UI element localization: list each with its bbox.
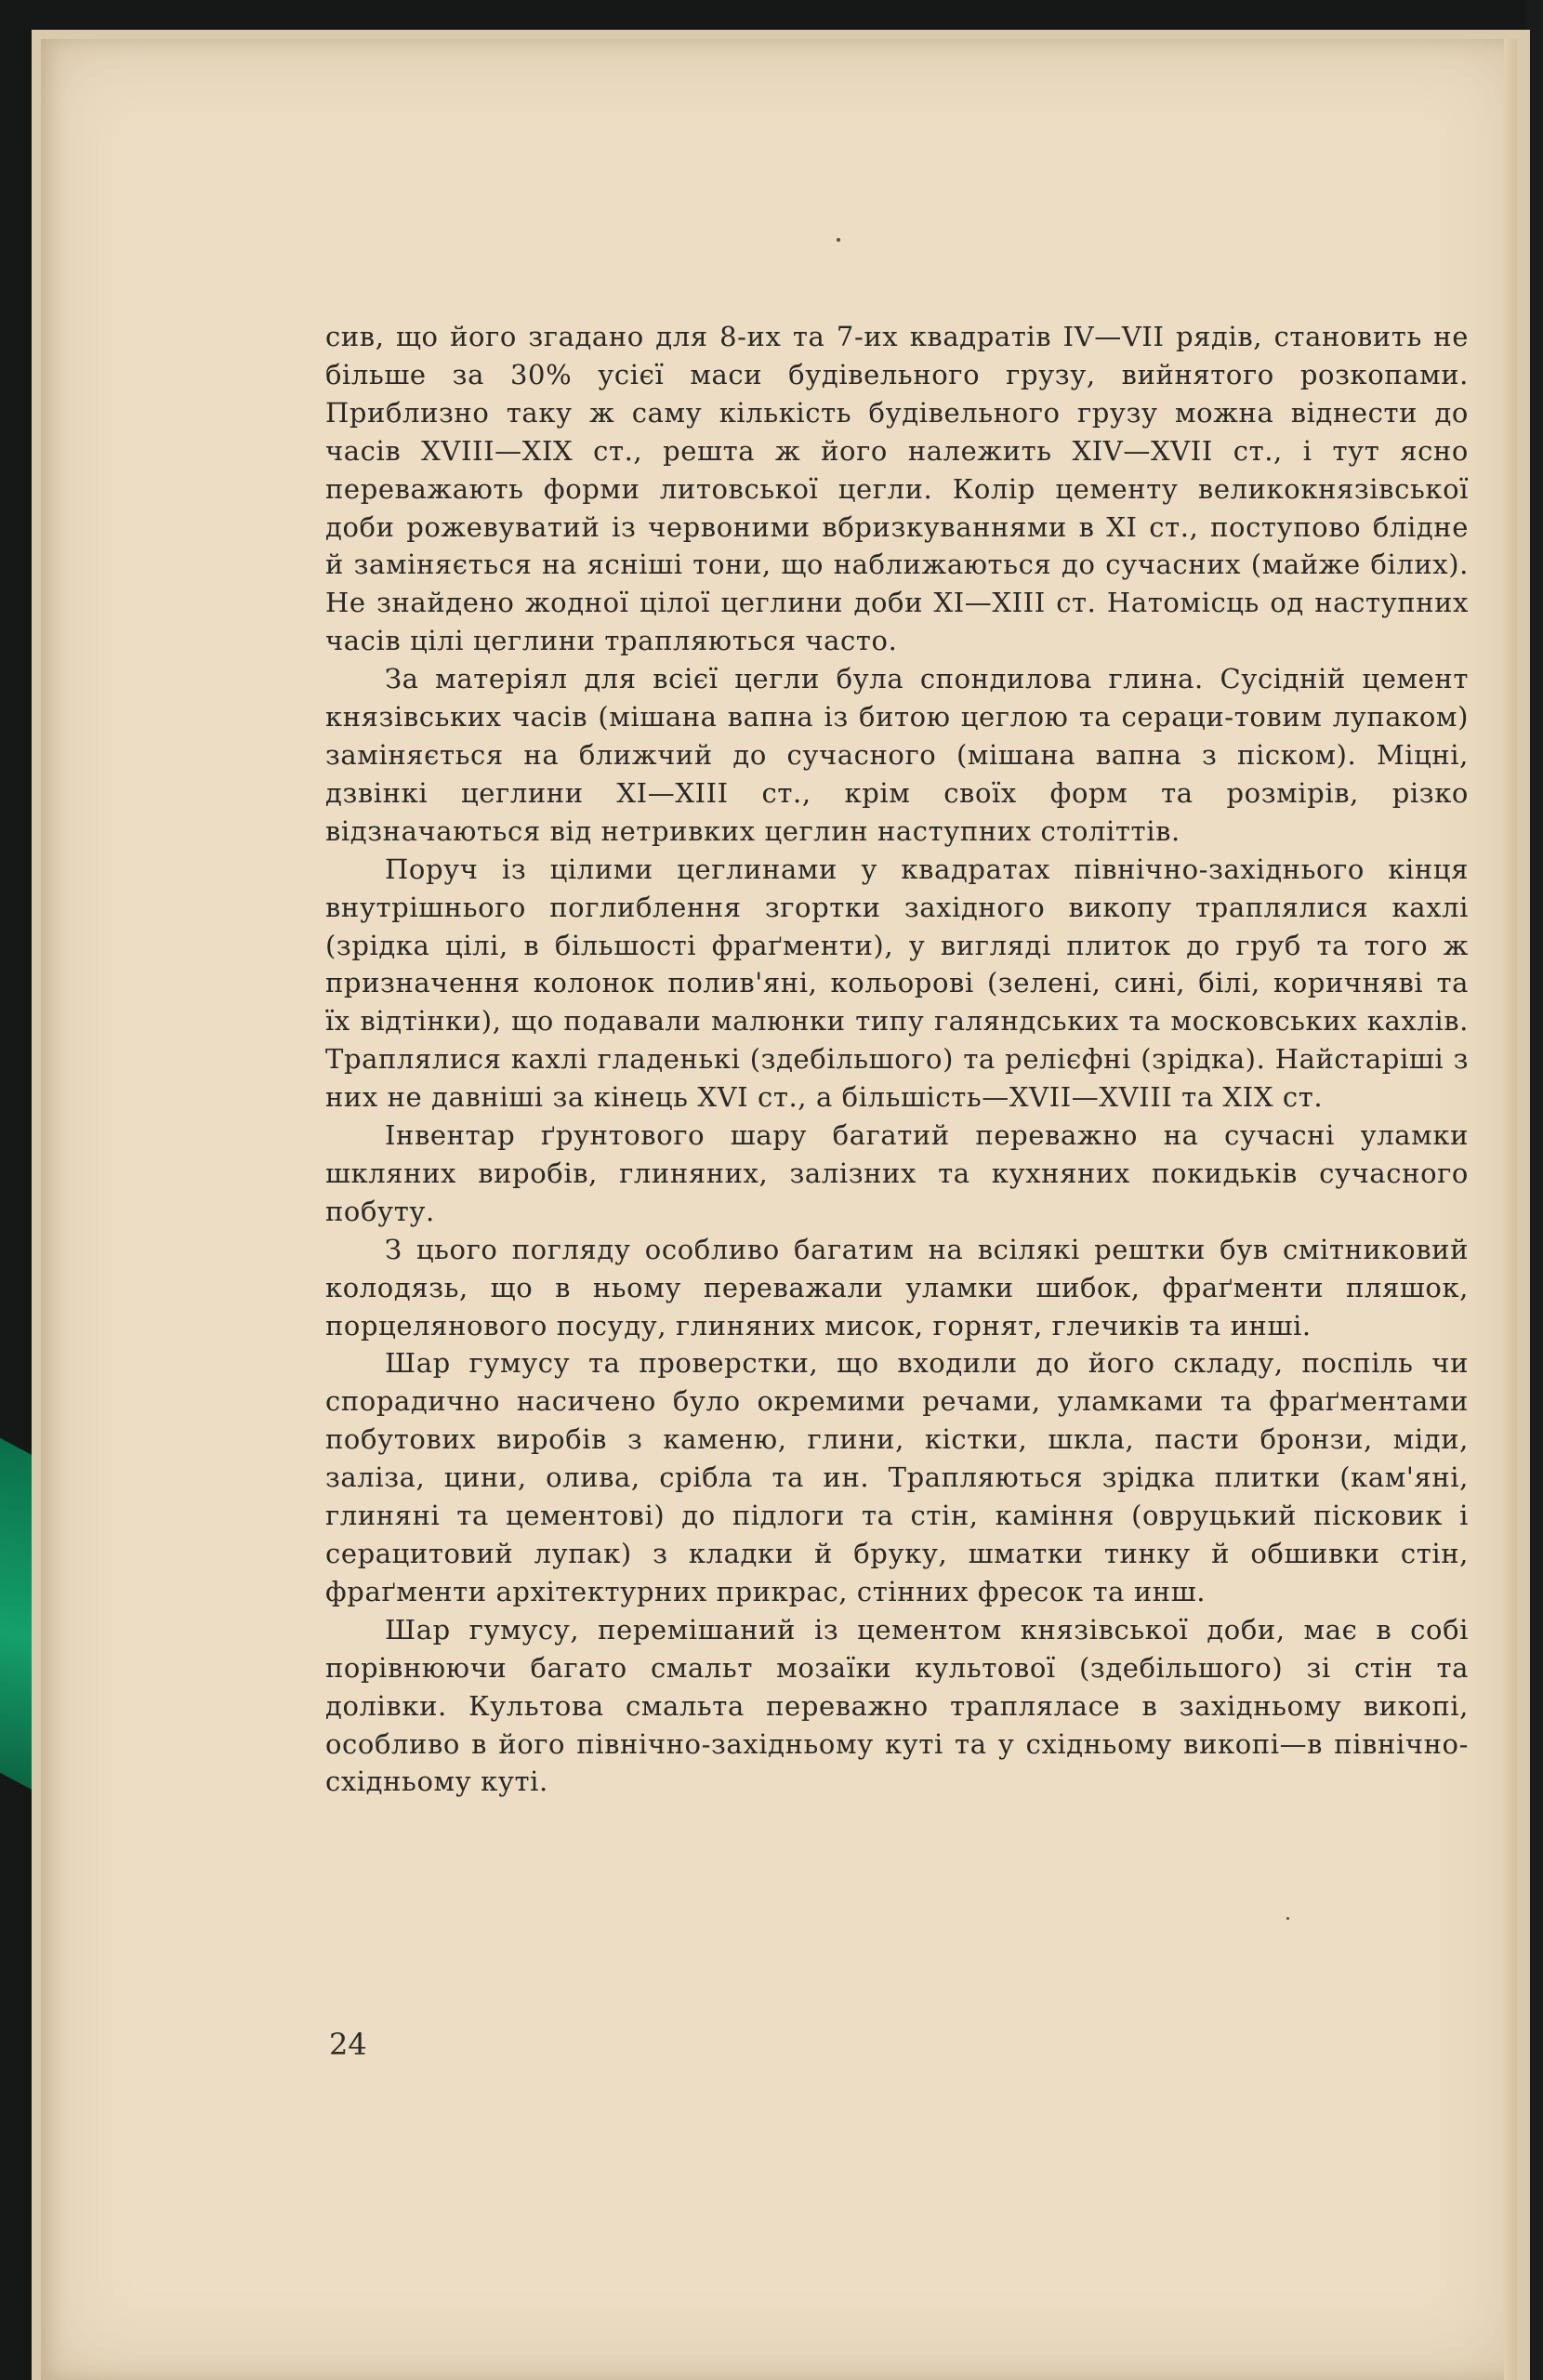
paragraph-1: сив, що його згадано для 8-их та 7-их квадратів IV—VII рядів, становить не більше за 30% усієї маси будівельного грузу, вийнятого розкопами. Приблизно таку ж саму кількість будівельного грузу можна віднести до часів XVIII—XIX ст., решта ж його належить XIV—XVII ст., і тут ясно переважають форми литовської цегли. Колір цементу великокнязівської доби рожевуватий із червоними вбризкуваннями в XI ст., поступово блідне й заміняється на ясніші тони, що наближаються до сучасних (майже білих). Не знайдено жодної цілої цеглини доби XI—XIII ст. Натомісць од наступних часів цілі цеглини трапляються часто. bbox=[325, 321, 1469, 657]
body-text bbox=[325, 318, 1469, 1801]
speck bbox=[837, 238, 840, 242]
page-number: 24 bbox=[329, 2027, 367, 2062]
paragraph-4: Інвентар ґрунтового шару багатий переважно на сучасні уламки шкляних виробів, глиняних, залізних та кухняних покидьків сучасного побуту. bbox=[325, 1119, 1469, 1227]
paragraph-5: З цього погляду особливо багатим на всілякі рештки був смітниковий колодязь, що в ньому переважали уламки шибок, фраґменти пляшок, порцелянового посуду, глиняних мисок, горнят, глечиків та инші. bbox=[325, 1233, 1469, 1342]
paragraph-6: Шар гумусу та проверстки, що входили до його складу, поспіль чи спорадично насичено було окремими речами, уламками та фраґментами побутових виробів з каменю, глини, кістки, шкла, пасти бронзи, міди, заліза, цини, олива, срібла та ин. Трапляються зрідка плитки (кам'яні, глиняні та цементові) до підлоги та стін, каміння (овруцький пісковик і серацитовий лупак) з кладки й бруку, шматки тинку й обшивки стін, фраґменти архітектурних прикрас, стінних фресок та инш. bbox=[325, 1347, 1469, 1607]
paragraph-3: Поруч із цілими цеглинами у квадратах північно-західнього кінця внутрішнього поглиблення згортки західного викопу траплялися кахлі (зрідка цілі, в більшості фраґменти), у вигляді плиток до груб та того ж призначення колонок полив'яні, кольорові (зелені, сині, білі, коричняві та їх відтінки), що подавали малюнки типу галяндських та московських кахлів. Траплялися кахлі гладенькі (здебільшого) та релієфні (зрідка). Найстаріші з них не давніші за кінець XVI ст., а більшість—XVII—XVIII та XIX ст. bbox=[325, 853, 1469, 1114]
paragraph-7: Шар гумусу, перемішаний із цементом князівської доби, має в собі порівнюючи багато смальт мозаїки культової (здебільшого) зі стін та долівки. Культова смальта переважно трапляласе в західньому викопі, особливо в його північно-західньому куті та у східньому викопі—в північно-східньому куті. bbox=[325, 1613, 1469, 1798]
document-page bbox=[41, 39, 1517, 2380]
speck bbox=[1286, 1917, 1289, 1920]
page-fold bbox=[1504, 39, 1517, 2380]
paragraph-2: За матеріял для всієї цегли була спондилова глина. Сусідній цемент князівських часів (мішана вапна із битою цеглою та сераци-товим лупаком) заміняється на ближчий до сучасного (мішана вапна з піском). Міцні, дзвінкі цеглини XI—XIII ст., крім своїх форм та розмірів, різко відзначаються від нетривких цеглин наступних століттів. bbox=[325, 663, 1469, 847]
